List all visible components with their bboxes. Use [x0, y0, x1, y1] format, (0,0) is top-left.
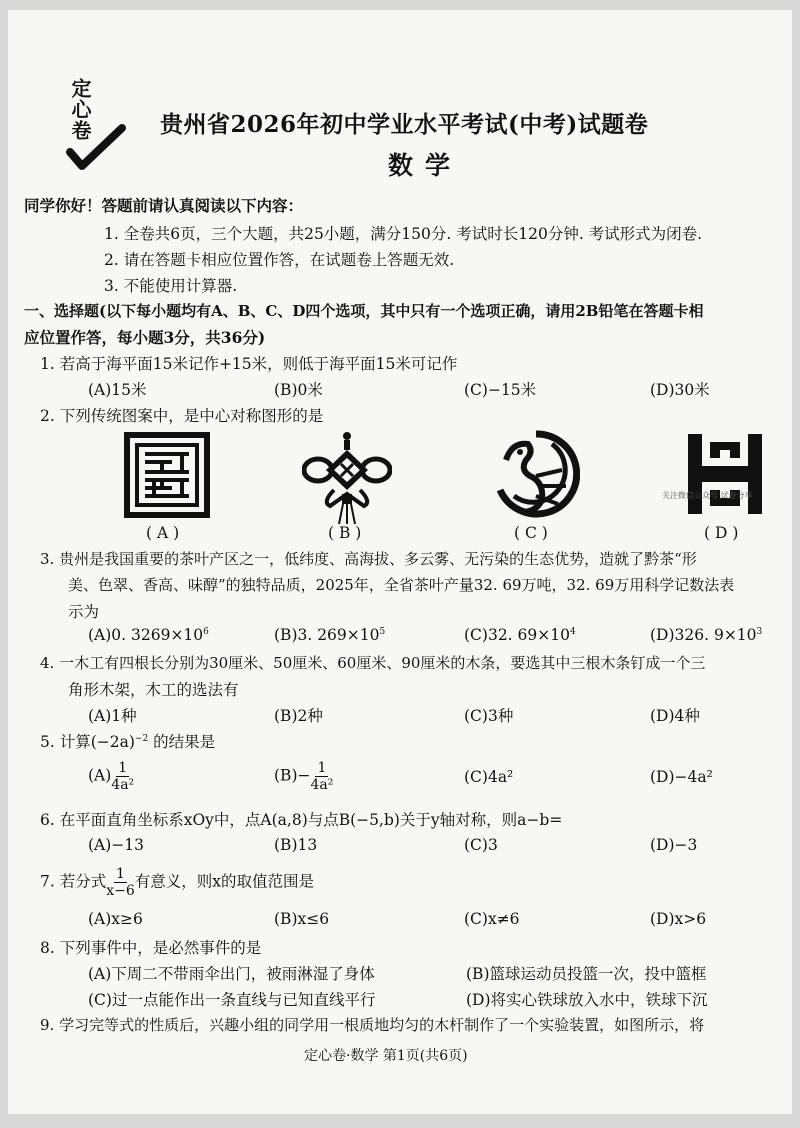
intro-item-2: 2. 请在答题卡相应位置作答，在试题卷上答题无效.: [104, 251, 455, 269]
intro-item-1: 1. 全卷共6页，三个大题，共25小题，满分150分. 考试时长120分钟. 考试形式为闭卷.: [104, 225, 703, 243]
q5-stem: 5. 计算$(-2a)^{-2}$ 的结果是: [40, 733, 216, 751]
q3-option-d: (D)326. $9\times 10^3$: [650, 626, 763, 644]
q2-label-c: ( C ): [514, 524, 548, 542]
q4-option-c: (C)3种: [464, 707, 514, 725]
q8-option-b: (B)篮球运动员投篮一次，投中篮框: [466, 965, 707, 983]
q3-option-a: (A)0. $3269\times 10^6$: [88, 626, 209, 644]
q1-stem: 1. 若高于海平面15米记作+15米，则低于海平面15米可记作: [40, 355, 458, 373]
q7-stem: 7. 若分式 $\frac{1}{x-6}$ 有意义，则x的取值范围是: [40, 866, 315, 899]
q7-option-c: (C)x≠6: [464, 910, 520, 928]
q3-option-b: (B)3. $269\times 10^5$: [274, 626, 386, 644]
q8-option-c: (C)过一点能作出一条直线与已知直线平行: [88, 991, 376, 1009]
q5-option-b: (B)− $\frac{1}{\text{4a²}}$: [274, 760, 334, 793]
pattern-a-square-maze: [124, 432, 210, 518]
q9-stem: 9. 学习完等式的性质后，兴趣小组的同学用一根质地均匀的木杆制作了一个实验装置，如图所示，将: [40, 1016, 705, 1034]
q7-option-b: (B)x≤6: [274, 910, 330, 928]
q5-option-a: (A) $\frac{1}{\text{4a²}}$: [88, 760, 135, 793]
q6-option-c: (C)3: [464, 836, 498, 854]
q7-option-d: (D)x>6: [650, 910, 707, 928]
q1-option-a: (A)15米: [88, 381, 147, 399]
q2-label-a: ( A ): [146, 524, 180, 542]
q4-option-d: (D)4种: [650, 707, 700, 725]
pattern-b-chinese-knot: [302, 430, 392, 526]
q8-stem: 8. 下列事件中，是必然事件的是: [40, 939, 262, 957]
q8-option-d: (D)将实心铁球放入水中，铁球下沉: [466, 991, 708, 1009]
q2-label-b: ( B ): [328, 524, 362, 542]
q3-stem-line2: 美、色翠、香高、味醇”的独特品质，2025年，全省茶叶产量32. 69万吨，32. 69万用科学记数法表: [68, 576, 735, 594]
q2-label-d: ( D ): [704, 524, 739, 542]
subject-title: 数学: [388, 151, 463, 180]
exam-title: 贵州省2026年初中学业水平考试(中考)试题卷: [160, 111, 649, 138]
intro-heading: 同学你好！答题前请认真阅读以下内容：: [24, 196, 304, 215]
q6-option-b: (B)13: [274, 836, 318, 854]
stamp-text: 定心卷: [68, 78, 92, 141]
q5-option-c: (C)4a²: [464, 768, 514, 786]
dingxin-stamp-logo: [60, 74, 130, 174]
section1-header-line1: 一、选择题(以下每小题均有A、B、C、D四个选项，其中只有一个选项正确，请用2B铅笔在答题卡相: [24, 302, 704, 320]
intro-item-3: 3. 不能使用计算器.: [104, 277, 238, 295]
q1-option-d: (D)30米: [650, 381, 710, 399]
q7-option-a: (A)x≥6: [88, 910, 143, 928]
q1-option-b: (B)0米: [274, 381, 323, 399]
q2-stem: 2. 下列传统图案中，是中心对称图形的是: [40, 407, 324, 425]
q6-option-a: (A)−13: [88, 836, 144, 854]
pattern-c-phoenix: [492, 430, 580, 518]
q6-option-d: (D)−3: [650, 836, 698, 854]
q3-option-c: (C)32. $69\times 10^4$: [464, 626, 576, 644]
q6-stem: 6. 在平面直角坐标系xOy中，点A(a,8)与点B(−5,b)关于y轴对称，则a−b=: [40, 811, 563, 829]
q4-option-a: (A)1种: [88, 707, 137, 725]
q1-option-c: (C)−15米: [464, 381, 537, 399]
q3-stem-line3: 示为: [68, 603, 100, 621]
q5-option-d: (D)−4a²: [650, 768, 713, 786]
section1-header-line2: 应位置作答，每小题3分，共36分): [24, 328, 266, 347]
q8-option-a: (A)下周二不带雨伞出门，被雨淋湿了身体: [88, 965, 375, 983]
q4-stem-line1: 4. 一木工有四根长分别为30厘米、50厘米、60厘米、90厘米的木条，要选其中三根木条钉成一个三: [40, 654, 706, 672]
pattern-d-h-shape: [682, 430, 768, 518]
watermark-text: 关注微信公众号 试卷分享: [662, 491, 753, 500]
page-footer: 定心卷·数学 第1页(共6页): [304, 1048, 468, 1064]
q4-stem-line2: 角形木架，木工的选法有: [68, 681, 239, 699]
q3-stem-line1: 3. 贵州是我国重要的茶叶产区之一，低纬度、高海拔、多云雾、无污染的生态优势，造就了黔茶“形: [40, 550, 697, 568]
checkmark-icon: [60, 74, 130, 174]
q4-option-b: (B)2种: [274, 707, 323, 725]
